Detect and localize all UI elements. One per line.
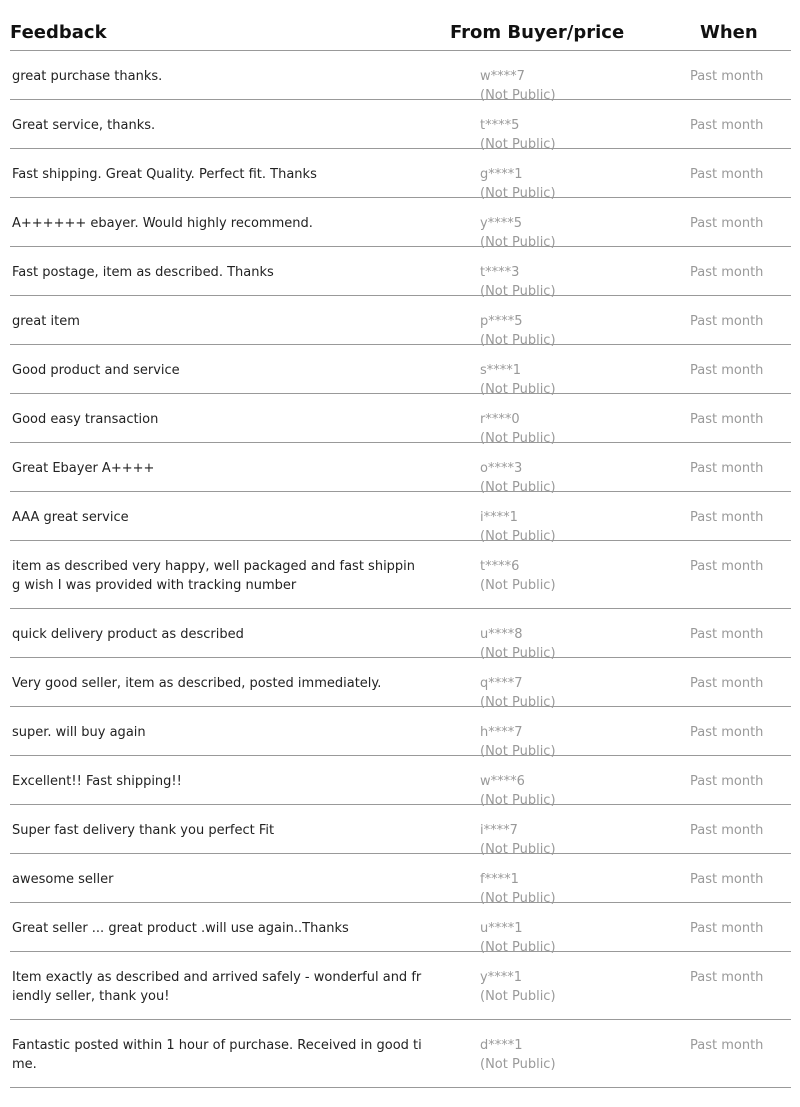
feedback-comment: Great seller ... great product .will use again..Thanks	[12, 921, 349, 936]
buyer-visibility: (Not Public)	[480, 842, 556, 857]
feedback-when: Past month	[690, 118, 764, 133]
table-row	[10, 541, 791, 609]
feedback-when: Past month	[690, 970, 764, 985]
buyer-id: u****8	[480, 627, 523, 642]
header-when: When	[700, 22, 758, 43]
table-row	[10, 443, 791, 495]
buyer-id: t****3	[480, 265, 520, 280]
buyer-id: w****7	[480, 69, 525, 84]
buyer-id: f****1	[480, 872, 519, 887]
buyer-id: y****1	[480, 970, 522, 985]
feedback-list	[10, 51, 791, 1088]
header-from-buyer-price: From Buyer/price	[450, 22, 625, 43]
feedback-when: Past month	[690, 510, 764, 525]
table-row	[10, 658, 791, 710]
feedback-when: Past month	[690, 823, 764, 838]
feedback-comment: Item exactly as described and arrived safely - wonderful and friendly seller, thank you!	[12, 970, 422, 1004]
feedback-comment: A++++++ ebayer. Would highly recommend.	[12, 216, 313, 231]
feedback-when: Past month	[690, 872, 764, 887]
table-row	[10, 707, 791, 759]
table-row	[10, 903, 791, 955]
buyer-visibility: (Not Public)	[480, 382, 556, 397]
feedback-comment: super. will buy again	[12, 725, 146, 740]
header-feedback: Feedback	[10, 22, 107, 43]
feedback-when: Past month	[690, 921, 764, 936]
table-row	[10, 609, 791, 661]
buyer-visibility: (Not Public)	[480, 284, 556, 299]
buyer-visibility: (Not Public)	[480, 480, 556, 495]
feedback-comment: Excellent!! Fast shipping!!	[12, 774, 182, 789]
buyer-visibility: (Not Public)	[480, 235, 556, 250]
feedback-comment: awesome seller	[12, 872, 114, 887]
buyer-visibility: (Not Public)	[480, 646, 556, 661]
buyer-info	[480, 968, 556, 1006]
table-row	[10, 149, 791, 201]
buyer-visibility: (Not Public)	[480, 891, 556, 906]
buyer-id: i****1	[480, 510, 518, 525]
feedback-comment: Great Ebayer A++++	[12, 461, 155, 476]
table-row	[10, 198, 791, 250]
buyer-id: o****3	[480, 461, 523, 476]
buyer-visibility: (Not Public)	[480, 695, 556, 710]
table-row	[10, 394, 791, 446]
feedback-when: Past month	[690, 725, 764, 740]
buyer-id: p****5	[480, 314, 523, 329]
table-row	[10, 854, 791, 906]
feedback-when: Past month	[690, 314, 764, 329]
feedback-comment: Very good seller, item as described, posted immediately.	[12, 676, 382, 691]
feedback-when: Past month	[690, 363, 764, 378]
feedback-comment: Fast shipping. Great Quality. Perfect fit. Thanks	[12, 167, 317, 182]
feedback-when: Past month	[690, 559, 764, 574]
buyer-id: y****5	[480, 216, 522, 231]
buyer-id: i****7	[480, 823, 518, 838]
feedback-when: Past month	[690, 676, 764, 691]
buyer-id: g****1	[480, 167, 523, 182]
feedback-when: Past month	[690, 774, 764, 789]
buyer-visibility: (Not Public)	[480, 88, 556, 103]
buyer-visibility: (Not Public)	[480, 744, 556, 759]
buyer-visibility: (Not Public)	[480, 137, 556, 152]
feedback-comment: Super fast delivery thank you perfect Fit	[12, 823, 275, 838]
feedback-comment: great item	[12, 314, 80, 329]
feedback-when: Past month	[690, 412, 764, 427]
buyer-visibility: (Not Public)	[480, 186, 556, 201]
buyer-id: w****6	[480, 774, 525, 789]
table-row	[10, 805, 791, 857]
table-row	[10, 51, 791, 103]
table-row	[10, 247, 791, 299]
feedback-comment: Good easy transaction	[12, 412, 159, 427]
table-row	[10, 756, 791, 808]
table-row	[10, 345, 791, 397]
buyer-visibility: (Not Public)	[480, 333, 556, 348]
buyer-id: s****1	[480, 363, 522, 378]
feedback-comment: AAA great service	[12, 510, 129, 525]
buyer-id: u****1	[480, 921, 523, 936]
table-row	[10, 100, 791, 152]
feedback-comment: item as described very happy, well packaged and fast shipping wish I was provided with tracking number	[12, 559, 416, 593]
buyer-visibility: (Not Public)	[480, 940, 556, 955]
feedback-comment: Fast postage, item as described. Thanks	[12, 265, 274, 280]
feedback-when: Past month	[690, 216, 764, 231]
feedback-comment: Good product and service	[12, 363, 180, 378]
buyer-id: d****1	[480, 1038, 523, 1053]
feedback-comment: Fantastic posted within 1 hour of purchase. Received in good time.	[12, 1038, 422, 1072]
buyer-visibility: (Not Public)	[480, 793, 556, 808]
buyer-id: q****7	[480, 676, 523, 691]
feedback-when: Past month	[690, 265, 764, 280]
feedback-when: Past month	[690, 627, 764, 642]
buyer-visibility: (Not Public)	[480, 529, 556, 544]
table-header	[10, 0, 791, 51]
feedback-comment: great purchase thanks.	[12, 69, 163, 84]
feedback-comment: quick delivery product as described	[12, 627, 244, 642]
feedback-comment: Great service, thanks.	[12, 118, 156, 133]
table-row	[10, 952, 791, 1020]
feedback-when: Past month	[690, 461, 764, 476]
buyer-info	[480, 1036, 556, 1074]
buyer-info	[480, 557, 556, 595]
buyer-visibility: (Not Public)	[480, 1057, 556, 1072]
table-row	[10, 1020, 791, 1088]
buyer-visibility: (Not Public)	[480, 578, 556, 593]
feedback-when: Past month	[690, 1038, 764, 1053]
feedback-when: Past month	[690, 69, 764, 84]
feedback-when: Past month	[690, 167, 764, 182]
table-row	[10, 492, 791, 544]
buyer-id: r****0	[480, 412, 520, 427]
buyer-id: t****5	[480, 118, 520, 133]
buyer-id: h****7	[480, 725, 523, 740]
buyer-id: t****6	[480, 559, 520, 574]
buyer-visibility: (Not Public)	[480, 431, 556, 446]
table-row	[10, 296, 791, 348]
buyer-visibility: (Not Public)	[480, 989, 556, 1004]
